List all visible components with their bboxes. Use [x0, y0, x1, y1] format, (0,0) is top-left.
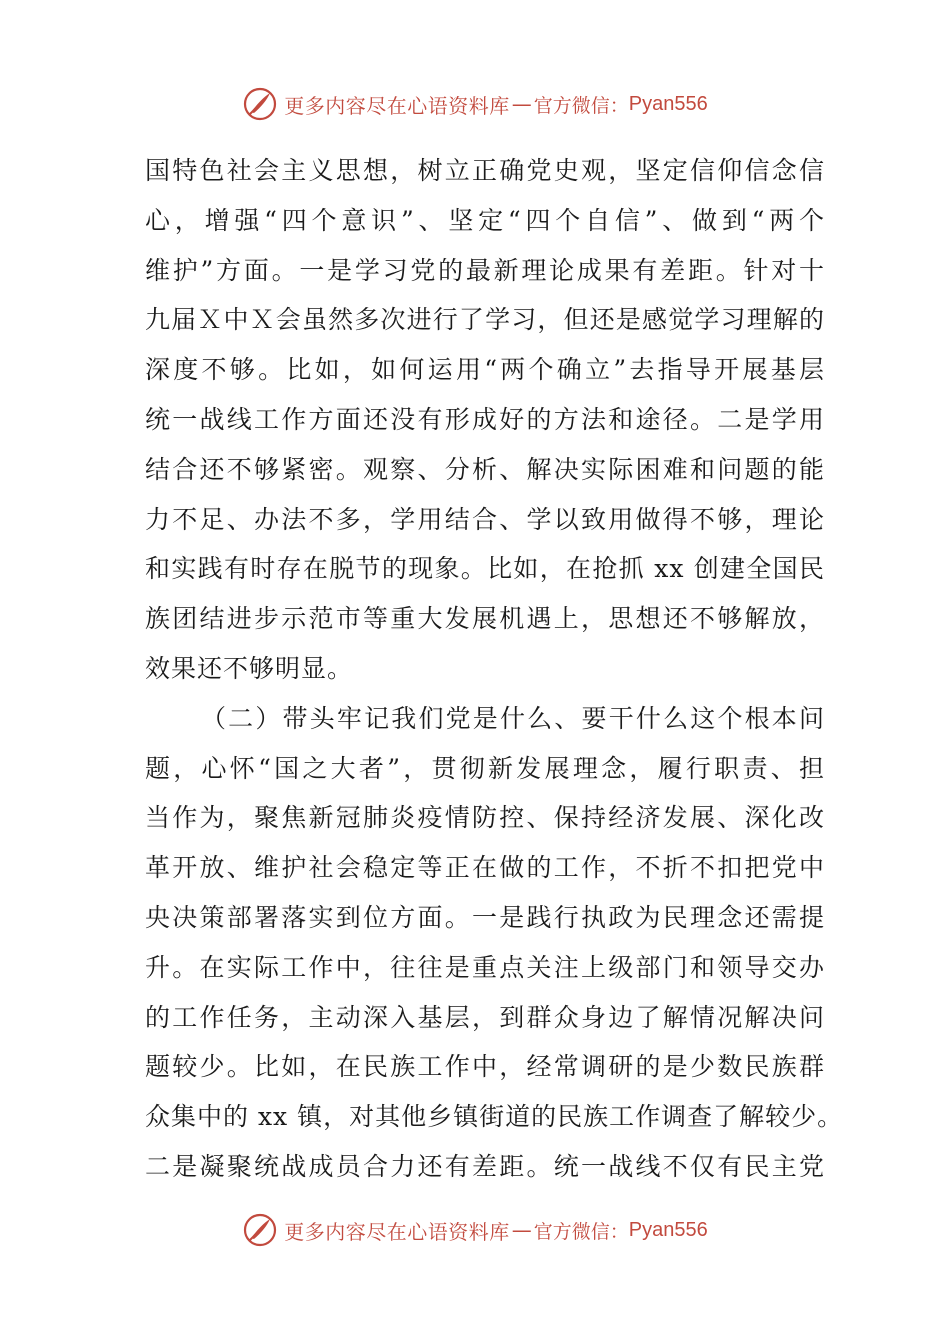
watermark-main-text: 更多内容尽在心语资料库: [284, 93, 510, 118]
text-line: 族团结进步示范市等重大发展机遇上，思想还不够解放，: [145, 604, 825, 634]
text-line: 效果还不够明显。: [145, 653, 354, 683]
watermark-separator: —: [511, 1218, 532, 1242]
paragraph-2: [145, 694, 844, 1192]
text-line: 结合还不够紧密。观察、分析、解决实际困难和问题的能: [145, 454, 825, 484]
quill-logo-icon: [242, 1212, 278, 1248]
text-line: 的工作任务，主动深入基层，到群众身边了解情况解决问: [145, 1002, 825, 1032]
watermark-wechat-id: Pyan556: [628, 1218, 708, 1241]
text-line: 深度不够。比如，如何运用“两个确立”去指导开展基层: [145, 355, 825, 385]
text-line: 题，心怀“国之大者”，贯彻新发展理念，履行职责、担: [145, 753, 825, 783]
watermark-separator: —: [511, 92, 532, 116]
paragraph-1: [145, 146, 825, 694]
text-line: （二）带头牢记我们党是什么、要干什么这个根本问: [201, 703, 825, 733]
text-line: 当作为，聚焦新冠肺炎疫情防控、保持经济发展、深化改: [145, 803, 825, 833]
watermark-header: [0, 84, 950, 124]
text-line: 心，增强“四个意识”、坚定“四个自信”、做到“两个: [145, 205, 825, 235]
watermark-wechat-id: Pyan556: [628, 92, 708, 115]
text-line: 九届Ｘ中Ｘ会虽然多次进行了学习，但还是感觉学习理解的: [145, 305, 825, 335]
text-line: 维护”方面。一是学习党的最新理论成果有差距。针对十: [145, 255, 825, 285]
text-line: 和实践有时存在脱节的现象。比如，在抢抓 xx 创建全国民: [145, 554, 825, 584]
text-line: 央决策部署落实到位方面。一是践行执政为民理念还需提: [145, 902, 825, 932]
text-line: 革开放、维护社会稳定等正在做的工作，不折不扣把党中: [145, 853, 825, 883]
watermark-wechat-label: 官方微信：: [533, 94, 629, 117]
text-line: 升。在实际工作中，往往是重点关注上级部门和领导交办: [145, 952, 825, 982]
text-line: 力不足、办法不多，学用结合、学以致用做得不够，理论: [145, 504, 825, 534]
text-line: 题较少。比如，在民族工作中，经常调研的是少数民族群: [145, 1052, 825, 1082]
quill-logo-icon: [242, 86, 278, 122]
watermark-wechat-label: 官方微信：: [533, 1220, 629, 1243]
text-line: 国特色社会主义思想，树立正确党史观，坚定信仰信念信: [145, 156, 825, 185]
watermark-main-text: 更多内容尽在心语资料库: [284, 1219, 510, 1244]
document-body: [145, 146, 844, 1192]
text-line: 统一战线工作方面还没有形成好的方法和途径。二是学用: [145, 404, 825, 434]
text-line: 二是凝聚统战成员合力还有差距。统一战线不仅有民主党: [145, 1151, 825, 1181]
watermark-footer: [0, 1210, 950, 1250]
text-line: 众集中的 xx 镇，对其他乡镇街道的民族工作调查了解较少。: [145, 1102, 844, 1132]
